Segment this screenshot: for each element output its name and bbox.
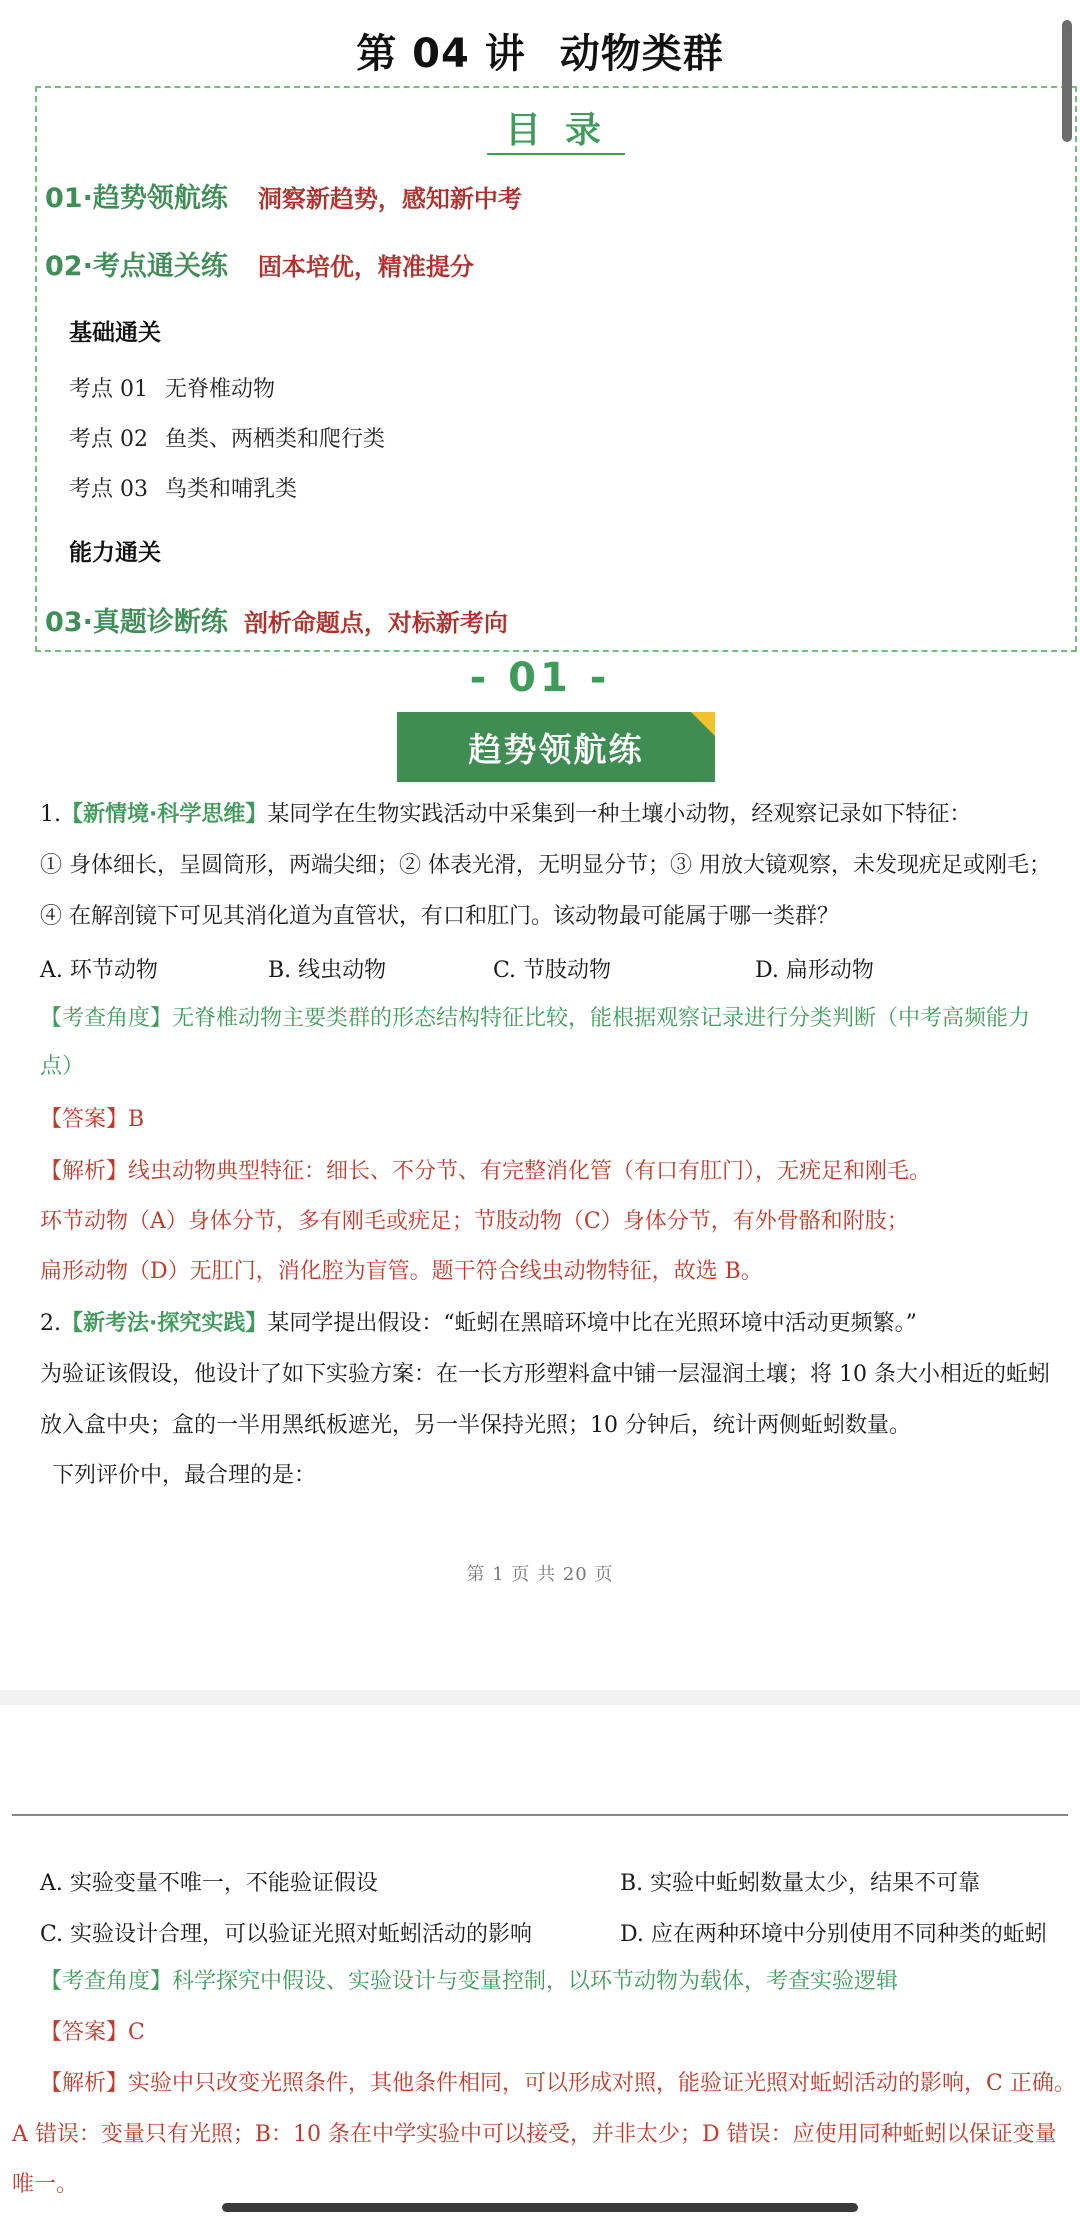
q1-option-c[interactable]: C. 节肢动物 (493, 958, 612, 983)
q1-angle-line1: 【考查角度】无脊椎动物主要类群的形态结构特征比较，能根据观察记录进行分类判断（中考高频能力 (40, 1006, 1031, 1031)
page-footer: 第 1 页 共 20 页 (466, 1564, 614, 1585)
q1-option-a[interactable]: A. 环节动物 (40, 958, 158, 983)
q1-stem-line1: 1.【新情境·科学思维】某同学在生物实践活动中采集到一种土壤小动物，经观察记录如下特征： (40, 802, 972, 827)
toc-item-03[interactable]: 考点 03 鸟类和哺乳类 (69, 477, 298, 502)
q1-analysis-line2: 环节动物（A）身体分节，多有刚毛或疣足；节肢动物（C）身体分节，有外骨骼和附肢； (40, 1209, 909, 1234)
q2-stem-line2: 为验证该假设，他设计了如下实验方案：在一长方形塑料盒中铺一层湿润土壤；将 10 条大小相近的蚯蚓 (40, 1362, 1050, 1387)
toc-line-03[interactable] (45, 600, 508, 639)
toc-sub-03: 剖析命题点，对标新考向 (243, 609, 508, 637)
scrollbar-thumb[interactable] (1062, 20, 1072, 142)
toc-section-basic: 基础通关 (69, 320, 161, 346)
q1-stem-line3: ④ 在解剖镜下可见其消化道为直管状，有口和肛门。该动物最可能属于哪一类群？ (40, 904, 839, 929)
q2-analysis-line2: A 错误：变量只有光照；B：10 条在中学实验中可以接受，并非太少；D 错误：应使用同种蚯蚓以保证变量 (12, 2122, 1057, 2147)
q1-answer: 【答案】B (40, 1107, 145, 1132)
toc-main-02: 02·考点通关练 (45, 251, 228, 282)
q2-option-b[interactable]: B. 实验中蚯蚓数量太少，结果不可靠 (620, 1871, 981, 1896)
page-separator (0, 1690, 1080, 1705)
q2-stem-line4: 下列评价中，最合理的是： (52, 1463, 317, 1488)
title-lecture: 第 04 讲 (356, 31, 526, 77)
q2-option-a[interactable]: A. 实验变量不唯一，不能验证假设 (40, 1871, 378, 1896)
q2-stem-line3: 放入盒中央；盒的一半用黑纸板遮光，另一半保持光照；10 分钟后，统计两侧蚯蚓数量。 (40, 1413, 911, 1438)
q2-analysis-line1: 【解析】实验中只改变光照条件，其他条件相同，可以形成对照，能验证光照对蚯蚓活动的影响，C 正确。 (40, 2071, 1076, 2096)
q1-angle-line2: 点） (40, 1054, 85, 1079)
q2-tag: 【新考法·探究实践】 (61, 1311, 268, 1336)
q1-option-b[interactable]: B. 线虫动物 (268, 958, 387, 983)
section-number: - 01 - (469, 655, 611, 701)
toc-main-03: 03·真题诊断练 (45, 607, 228, 638)
q1-tag: 【新情境·科学思维】 (61, 802, 268, 827)
table-of-contents (35, 86, 1077, 652)
q2-answer: 【答案】C (40, 2020, 145, 2045)
section-banner: 趋势领航练 (397, 712, 715, 782)
q2-angle: 【考查角度】科学探究中假设、实验设计与变量控制，以环节动物为载体，考查实验逻辑 (40, 1969, 899, 1994)
toc-line-01[interactable] (45, 176, 522, 215)
toc-sub-02: 固本培优，精准提分 (257, 253, 474, 281)
q2-option-d[interactable]: D. 应在两种环境中分别使用不同种类的蚯蚓 (620, 1922, 1047, 1947)
home-indicator[interactable] (222, 2203, 858, 2212)
toc-main-01: 01·趋势领航练 (45, 183, 228, 214)
title-topic: 动物类群 (559, 31, 724, 77)
page-title (0, 22, 1080, 79)
q1-option-d[interactable]: D. 扁形动物 (755, 958, 874, 983)
q2-analysis-line3: 唯一。 (12, 2172, 79, 2197)
q2-stem-line1: 2.【新考法·探究实践】某同学提出假设：“蚯蚓在黑暗环境中比在光照环境中活动更频繁。” (40, 1311, 917, 1336)
banner-corner-decoration (691, 712, 715, 736)
toc-section-ability: 能力通关 (69, 540, 161, 566)
q2-option-c[interactable]: C. 实验设计合理，可以验证光照对蚯蚓活动的影响 (40, 1922, 533, 1947)
toc-heading: 目录 (37, 102, 1075, 153)
toc-sub-01: 洞察新趋势，感知新中考 (257, 185, 522, 213)
toc-item-01[interactable]: 考点 01 无脊椎动物 (69, 377, 276, 402)
toc-item-02[interactable]: 考点 02 鱼类、两栖类和爬行类 (69, 427, 386, 452)
page-rule (12, 1814, 1068, 1816)
q1-analysis-line1: 【解析】线虫动物典型特征：细长、不分节、有完整消化管（有口有肛门），无疣足和刚毛。 (40, 1159, 932, 1184)
q1-analysis-line3: 扁形动物（D）无肛门，消化腔为盲管。题干符合线虫动物特征，故选 B。 (40, 1259, 763, 1284)
toc-line-02[interactable] (45, 244, 474, 283)
q1-stem-line2: ① 身体细长，呈圆筒形，两端尖细；② 体表光滑，无明显分节；③ 用放大镜观察，未发现疣足或刚毛； (40, 853, 1051, 878)
